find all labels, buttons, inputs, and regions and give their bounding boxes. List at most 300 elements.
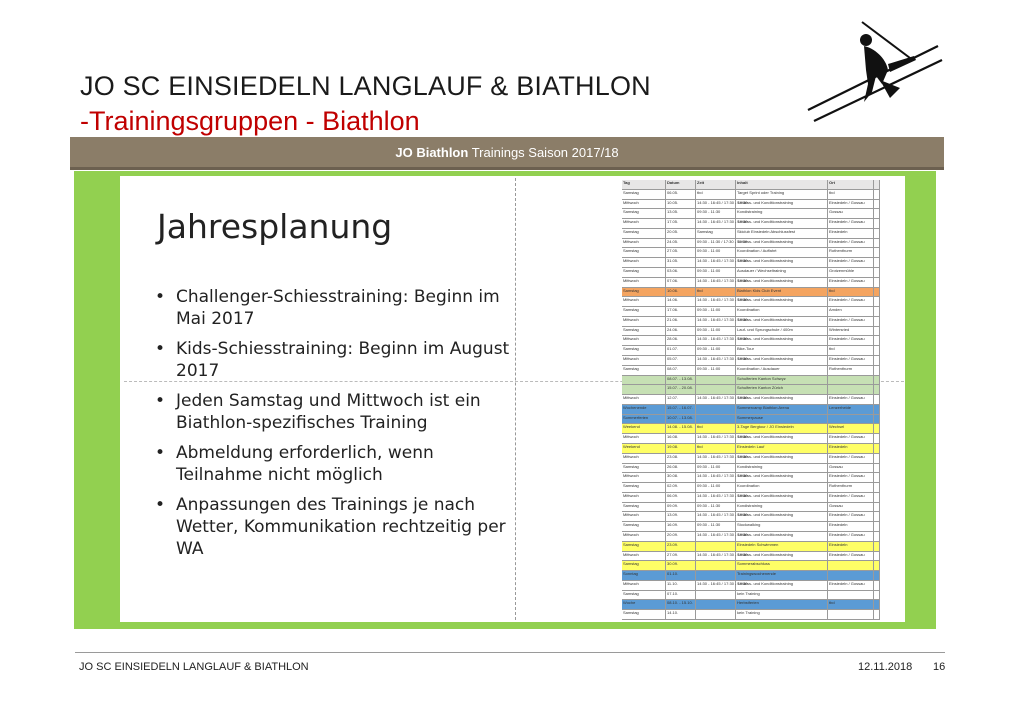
schedule-cell: 30.08. bbox=[666, 473, 696, 482]
schedule-cell: Schiess- und Konditionstraining bbox=[736, 356, 828, 365]
schedule-cell: Schiess- und Konditionstraining bbox=[736, 454, 828, 463]
schedule-cell: 06.05. bbox=[666, 190, 696, 199]
schedule-cell: 17.06. bbox=[666, 307, 696, 316]
schedule-cell: 09:30 - 11:00 bbox=[696, 307, 736, 316]
schedule-row bbox=[622, 366, 880, 376]
schedule-cell: Koordination / Ausdauer bbox=[736, 366, 828, 375]
schedule-cell: 09:30 - 11:00 bbox=[696, 327, 736, 336]
schedule-row bbox=[622, 395, 880, 405]
schedule-cell: Herbstferien bbox=[736, 600, 828, 609]
schedule-row bbox=[622, 532, 880, 542]
schedule-cell: 14:30 - 16:45 / 17:30 - 19:30 bbox=[696, 493, 736, 502]
schedule-cell: Schiess- und Konditionstraining bbox=[736, 239, 828, 248]
schedule-cell: Koordination / Auffahrt bbox=[736, 248, 828, 257]
schedule-cell: Einsiedeln / Gossau bbox=[828, 278, 874, 287]
schedule-cell: 07.10. bbox=[666, 591, 696, 600]
schedule-cell: Skiclub Einsiedeln Abschlussfest bbox=[736, 229, 828, 238]
schedule-cell: Schiess- und Konditionstraining bbox=[736, 278, 828, 287]
footer-date: 12.11.2018 bbox=[858, 661, 913, 673]
schedule-cell bbox=[874, 552, 880, 561]
schedule-cell: 14:30 - 16:45 / 17:30 - 19:30 bbox=[696, 581, 736, 590]
schedule-cell: Sonntag bbox=[622, 571, 666, 580]
schedule-cell: Weekend bbox=[622, 424, 666, 433]
schedule-cell: 20.05. bbox=[666, 229, 696, 238]
schedule-row bbox=[622, 307, 880, 317]
schedule-header-row bbox=[622, 180, 880, 190]
schedule-cell: Bike-Tour bbox=[736, 346, 828, 355]
schedule-cell: 09:30 - 11:00 bbox=[696, 346, 736, 355]
schedule-row bbox=[622, 209, 880, 219]
schedule-cell bbox=[874, 405, 880, 414]
schedule-cell bbox=[874, 464, 880, 473]
schedule-cell: 09:30 - 11:30 bbox=[696, 522, 736, 531]
schedule-cell: Mittwoch bbox=[622, 200, 666, 209]
schedule-cell: 15.07. - 20.08. bbox=[666, 385, 696, 394]
schedule-cell: Einsiedeln / Gossau bbox=[828, 532, 874, 541]
schedule-cell: Schulferien Kanton Zürich bbox=[736, 385, 828, 394]
schedule-cell: tbd bbox=[828, 346, 874, 355]
schedule-cell: Schiess- und Konditionstraining bbox=[736, 532, 828, 541]
schedule-row bbox=[622, 219, 880, 229]
schedule-cell: Samstag bbox=[622, 591, 666, 600]
schedule-cell: Samstag bbox=[622, 288, 666, 297]
schedule-cell: 15.07. - 16.07. bbox=[666, 405, 696, 414]
schedule-cell bbox=[874, 424, 880, 433]
title-banner bbox=[70, 137, 944, 170]
schedule-cell bbox=[874, 522, 880, 531]
schedule-row bbox=[622, 503, 880, 513]
schedule-cell: Samstag bbox=[622, 542, 666, 551]
schedule-cell bbox=[874, 288, 880, 297]
schedule-cell: tbd bbox=[696, 288, 736, 297]
schedule-cell bbox=[874, 278, 880, 287]
schedule-cell bbox=[696, 610, 736, 619]
schedule-cell bbox=[696, 376, 736, 385]
schedule-cell: 14:30 - 16:45 / 17:30 - 19:30 bbox=[696, 278, 736, 287]
schedule-cell: 14:30 - 16:45 / 17:30 - 19:30 bbox=[696, 336, 736, 345]
schedule-cell: Rothenthurm bbox=[828, 483, 874, 492]
schedule-row bbox=[622, 297, 880, 307]
schedule-cell bbox=[874, 385, 880, 394]
schedule-cell: Kondistraining bbox=[736, 503, 828, 512]
schedule-cell: Ausdauer / Wechseltraining bbox=[736, 268, 828, 277]
schedule-row bbox=[622, 552, 880, 562]
schedule-cell: Einsiedeln / Gossau bbox=[828, 434, 874, 443]
schedule-cell: 09:30 - 11:30 bbox=[696, 503, 736, 512]
schedule-cell: Gossau bbox=[828, 209, 874, 218]
schedule-cell: kein Training bbox=[736, 610, 828, 619]
schedule-cell bbox=[874, 600, 880, 609]
schedule-cell: 21.06. bbox=[666, 317, 696, 326]
schedule-row bbox=[622, 591, 880, 601]
schedule-row bbox=[622, 229, 880, 239]
schedule-cell bbox=[874, 473, 880, 482]
schedule-row bbox=[622, 258, 880, 268]
schedule-row bbox=[622, 317, 880, 327]
schedule-cell: Sommerferien bbox=[622, 415, 666, 424]
schedule-cell bbox=[828, 591, 874, 600]
schedule-cell: Rothenthurm bbox=[828, 248, 874, 257]
schedule-cell: Samstag bbox=[696, 229, 736, 238]
schedule-cell: Schiess- und Konditionstraining bbox=[736, 219, 828, 228]
schedule-cell: 01.07. bbox=[666, 346, 696, 355]
schedule-cell: Sommercamp Biathlon Arena bbox=[736, 405, 828, 414]
schedule-cell: 09:30 - 11:00 bbox=[696, 248, 736, 257]
schedule-cell: 13.09. bbox=[666, 512, 696, 521]
schedule-cell: 13.05. bbox=[666, 209, 696, 218]
schedule-cell bbox=[874, 532, 880, 541]
bullet-item: • Kids-Schiesstraining: Beginn im August 2017 bbox=[152, 338, 512, 382]
schedule-cell: Samstag bbox=[622, 268, 666, 277]
schedule-cell: Zeit bbox=[696, 180, 736, 189]
schedule-row bbox=[622, 581, 880, 591]
schedule-row bbox=[622, 561, 880, 571]
schedule-cell bbox=[874, 483, 880, 492]
schedule-cell: Samstag bbox=[622, 346, 666, 355]
schedule-row bbox=[622, 200, 880, 210]
schedule-cell: 19.08. bbox=[666, 444, 696, 453]
schedule-row bbox=[622, 522, 880, 532]
schedule-cell: 14:30 - 16:45 / 17:30 - 19:30 bbox=[696, 258, 736, 267]
schedule-cell: Schiess- und Konditionstraining bbox=[736, 297, 828, 306]
schedule-cell bbox=[696, 591, 736, 600]
schedule-cell: Wechsel bbox=[828, 424, 874, 433]
schedule-cell: 14:30 - 16:45 / 17:30 - 19:30 bbox=[696, 512, 736, 521]
schedule-cell bbox=[874, 239, 880, 248]
schedule-cell: 09.09. bbox=[666, 503, 696, 512]
schedule-cell: 08.10. - 15.10. bbox=[666, 600, 696, 609]
schedule-cell bbox=[874, 493, 880, 502]
schedule-cell: 28.06. bbox=[666, 336, 696, 345]
schedule-row bbox=[622, 190, 880, 200]
schedule-cell bbox=[874, 591, 880, 600]
schedule-cell: Datum bbox=[666, 180, 696, 189]
schedule-cell: 14:30 - 16:45 / 17:30 - 19:30 bbox=[696, 356, 736, 365]
schedule-cell: Ort bbox=[828, 180, 874, 189]
schedule-cell: Koordination bbox=[736, 307, 828, 316]
schedule-cell: 03.06. bbox=[666, 268, 696, 277]
schedule-row bbox=[622, 278, 880, 288]
schedule-cell: Sommerabschluss bbox=[736, 561, 828, 570]
bullet-item: • Anpassungen des Trainings je nach Wetter, Kommunikation rechtzeitig per WA bbox=[152, 494, 512, 560]
banner-text bbox=[70, 137, 944, 168]
schedule-row bbox=[622, 336, 880, 346]
schedule-cell: Schiess- und Konditionstraining bbox=[736, 493, 828, 502]
schedule-row bbox=[622, 248, 880, 258]
schedule-row bbox=[622, 483, 880, 493]
schedule-cell: Gossau bbox=[828, 464, 874, 473]
schedule-cell: Einsiedeln bbox=[828, 444, 874, 453]
schedule-cell: Einsiedeln Schwimmen bbox=[736, 542, 828, 551]
schedule-cell: Einsiedeln / Gossau bbox=[828, 395, 874, 404]
schedule-cell: Samstag bbox=[622, 248, 666, 257]
schedule-cell: kein Training bbox=[736, 591, 828, 600]
schedule-row bbox=[622, 454, 880, 464]
biathlete-logo bbox=[806, 18, 946, 136]
schedule-cell: Einsiedeln / Gossau bbox=[828, 258, 874, 267]
schedule-cell: 08.07. bbox=[666, 366, 696, 375]
schedule-cell: Mittwoch bbox=[622, 473, 666, 482]
schedule-cell: Samstag bbox=[622, 366, 666, 375]
schedule-cell: Einsiedeln Lauf bbox=[736, 444, 828, 453]
schedule-cell bbox=[874, 561, 880, 570]
schedule-row bbox=[622, 415, 880, 425]
schedule-cell: Einsiedeln / Gossau bbox=[828, 200, 874, 209]
schedule-cell: Kondistraining bbox=[736, 209, 828, 218]
schedule-row bbox=[622, 542, 880, 552]
schedule-row bbox=[622, 385, 880, 395]
schedule-cell: Trainingswochenende bbox=[736, 571, 828, 580]
schedule-cell bbox=[696, 385, 736, 394]
schedule-cell: tbd bbox=[696, 190, 736, 199]
schedule-row bbox=[622, 239, 880, 249]
page-title: JO SC EINSIEDELN LANGLAUF & BIATHLON bbox=[80, 71, 651, 101]
schedule-cell bbox=[874, 444, 880, 453]
schedule-cell: 27.05. bbox=[666, 248, 696, 257]
schedule-row bbox=[622, 473, 880, 483]
schedule-cell: 14.08. - 15.08. bbox=[666, 424, 696, 433]
schedule-row bbox=[622, 434, 880, 444]
schedule-cell: Samstag bbox=[622, 610, 666, 619]
schedule-cell bbox=[874, 209, 880, 218]
schedule-cell: tbd bbox=[828, 190, 874, 199]
schedule-cell bbox=[696, 571, 736, 580]
schedule-cell bbox=[874, 180, 880, 189]
schedule-cell: Grotzenmühle bbox=[828, 268, 874, 277]
schedule-cell: Mittwoch bbox=[622, 336, 666, 345]
schedule-cell: Samstag bbox=[622, 561, 666, 570]
schedule-cell: Einsiedeln / Gossau bbox=[828, 356, 874, 365]
schedule-cell: 16.09. bbox=[666, 522, 696, 531]
schedule-cell: Target Sprint oder Training bbox=[736, 190, 828, 199]
schedule-cell: tbd bbox=[696, 424, 736, 433]
schedule-cell bbox=[874, 503, 880, 512]
slide-heading: Jahresplanung bbox=[157, 207, 393, 246]
schedule-cell: 14:30 - 16:45 / 17:30 - 19:30 bbox=[696, 454, 736, 463]
schedule-cell: Schiess- und Konditionstraining bbox=[736, 473, 828, 482]
bullet-item: • Abmeldung erforderlich, wenn Teilnahme nicht möglich bbox=[152, 442, 512, 486]
schedule-row bbox=[622, 376, 880, 386]
schedule-cell: 14:30 - 16:45 / 17:30 - 19:30 bbox=[696, 219, 736, 228]
schedule-cell: Einsiedeln / Gossau bbox=[828, 581, 874, 590]
schedule-cell: 10.07. - 13.08. bbox=[666, 415, 696, 424]
schedule-row bbox=[622, 288, 880, 298]
schedule-cell bbox=[874, 610, 880, 619]
schedule-cell bbox=[874, 512, 880, 521]
schedule-cell: 14:30 - 16:45 / 17:30 - 19:30 bbox=[696, 532, 736, 541]
schedule-cell bbox=[696, 415, 736, 424]
schedule-cell: Mittwoch bbox=[622, 493, 666, 502]
schedule-cell: 10.05. bbox=[666, 200, 696, 209]
schedule-cell bbox=[828, 610, 874, 619]
schedule-cell: 24.06. bbox=[666, 327, 696, 336]
schedule-cell bbox=[828, 561, 874, 570]
schedule-cell: Stockwalking bbox=[736, 522, 828, 531]
schedule-cell: 09:30 - 11:00 bbox=[696, 366, 736, 375]
schedule-cell: 09:30 - 11:00 bbox=[696, 268, 736, 277]
schedule-cell: 05.07. bbox=[666, 356, 696, 365]
schedule-cell: Samstag bbox=[622, 307, 666, 316]
schedule-cell: 20.09. bbox=[666, 532, 696, 541]
schedule-cell: 16.08. bbox=[666, 434, 696, 443]
schedule-cell bbox=[874, 229, 880, 238]
schedule-row bbox=[622, 444, 880, 454]
schedule-cell: 06.09. bbox=[666, 493, 696, 502]
schedule-cell: 14:30 - 16:45 / 17:30 - 19:30 bbox=[696, 473, 736, 482]
schedule-cell bbox=[828, 571, 874, 580]
schedule-cell bbox=[874, 190, 880, 199]
schedule-cell: 14:30 - 16:45 / 17:30 - 19:30 bbox=[696, 317, 736, 326]
schedule-cell: Mittwoch bbox=[622, 395, 666, 404]
schedule-cell: 17.05. bbox=[666, 219, 696, 228]
bullet-item: • Challenger-Schiesstraining: Beginn im Mai 2017 bbox=[152, 286, 512, 330]
schedule-cell bbox=[874, 327, 880, 336]
schedule-cell: Mittwoch bbox=[622, 454, 666, 463]
schedule-cell: Schiess- und Konditionstraining bbox=[736, 317, 828, 326]
schedule-cell bbox=[874, 415, 880, 424]
schedule-cell: Schulferien Kanton Schwyz bbox=[736, 376, 828, 385]
schedule-cell bbox=[874, 356, 880, 365]
schedule-cell: Schiess- und Konditionstraining bbox=[736, 552, 828, 561]
schedule-cell: tbd bbox=[828, 288, 874, 297]
schedule-cell bbox=[874, 219, 880, 228]
schedule-cell: Einsiedeln / Gossau bbox=[828, 454, 874, 463]
schedule-cell bbox=[696, 600, 736, 609]
schedule-cell: 08.07. - 13.08. bbox=[666, 376, 696, 385]
schedule-cell: Mittwoch bbox=[622, 258, 666, 267]
bullet-list bbox=[152, 286, 512, 560]
schedule-cell: Samstag bbox=[622, 503, 666, 512]
schedule-cell: Einsiedeln / Gossau bbox=[828, 473, 874, 482]
schedule-cell: Biathlon Kids Club Event bbox=[736, 288, 828, 297]
page-subtitle: -Trainingsgruppen - Biathlon bbox=[80, 106, 420, 136]
schedule-cell: tbd bbox=[696, 444, 736, 453]
schedule-cell bbox=[874, 297, 880, 306]
schedule-cell: Schiess- und Konditionstraining bbox=[736, 336, 828, 345]
schedule-cell: Koordination bbox=[736, 483, 828, 492]
schedule-cell: Einsiedeln / Gossau bbox=[828, 336, 874, 345]
schedule-row bbox=[622, 600, 880, 610]
banner-bold: JO Biathlon bbox=[395, 145, 469, 160]
schedule-cell: Einsiedeln bbox=[828, 522, 874, 531]
schedule-cell: Weekend bbox=[622, 444, 666, 453]
schedule-cell: 09:30 - 11:00 bbox=[696, 483, 736, 492]
schedule-cell: Samstag bbox=[622, 190, 666, 199]
schedule-cell: 23.09. bbox=[666, 542, 696, 551]
schedule-cell: Mittwoch bbox=[622, 278, 666, 287]
footer-organization: JO SC EINSIEDELN LANGLAUF & BIATHLON bbox=[79, 661, 309, 673]
schedule-cell: Einsiedeln / Gossau bbox=[828, 239, 874, 248]
schedule-cell bbox=[874, 376, 880, 385]
schedule-cell: Mittwoch bbox=[622, 552, 666, 561]
schedule-cell: 31.05. bbox=[666, 258, 696, 267]
schedule-cell bbox=[622, 385, 666, 394]
schedule-row bbox=[622, 346, 880, 356]
schedule-cell bbox=[874, 200, 880, 209]
schedule-cell: Mittwoch bbox=[622, 317, 666, 326]
schedule-cell bbox=[874, 336, 880, 345]
schedule-cell: Mittwoch bbox=[622, 297, 666, 306]
schedule-cell: 26.08. bbox=[666, 464, 696, 473]
page-number: 16 bbox=[933, 661, 946, 673]
schedule-cell: Mittwoch bbox=[622, 512, 666, 521]
schedule-cell bbox=[696, 561, 736, 570]
schedule-cell bbox=[874, 571, 880, 580]
schedule-cell: Lenzerheide bbox=[828, 405, 874, 414]
schedule-cell: Rothenthurm bbox=[828, 366, 874, 375]
schedule-cell bbox=[874, 258, 880, 267]
schedule-cell: Gossau bbox=[828, 503, 874, 512]
schedule-cell bbox=[622, 376, 666, 385]
schedule-cell: Wochenende bbox=[622, 405, 666, 414]
schedule-cell: 14.10. bbox=[666, 610, 696, 619]
schedule-cell bbox=[874, 542, 880, 551]
schedule-cell bbox=[874, 346, 880, 355]
schedule-cell: Schiess- und Konditionstraining bbox=[736, 434, 828, 443]
schedule-row bbox=[622, 405, 880, 415]
schedule-cell: 09:30 - 11:00 bbox=[696, 464, 736, 473]
schedule-row bbox=[622, 512, 880, 522]
schedule-cell: Amden bbox=[828, 307, 874, 316]
schedule-cell: 09:30 - 11:30 bbox=[696, 209, 736, 218]
schedule-cell: Einsiedeln / Gossau bbox=[828, 552, 874, 561]
schedule-row bbox=[622, 327, 880, 337]
schedule-cell: 10.06. bbox=[666, 288, 696, 297]
schedule-cell: 14:30 - 16:45 / 17:30 - 19:30 bbox=[696, 434, 736, 443]
schedule-cell: Mittwoch bbox=[622, 434, 666, 443]
schedule-cell bbox=[874, 581, 880, 590]
schedule-cell: Mittwoch bbox=[622, 239, 666, 248]
schedule-cell: Inhalt bbox=[736, 180, 828, 189]
schedule-cell: Einsiedeln / Gossau bbox=[828, 317, 874, 326]
schedule-cell: Samstag bbox=[622, 327, 666, 336]
schedule-cell: Einsiedeln bbox=[828, 229, 874, 238]
schedule-cell: 14.06. bbox=[666, 297, 696, 306]
schedule-row bbox=[622, 424, 880, 434]
schedule-cell: Lauf- und Sprungschule / 400m bbox=[736, 327, 828, 336]
schedule-cell: Mittwoch bbox=[622, 581, 666, 590]
schedule-cell: Schiess- und Konditionstraining bbox=[736, 258, 828, 267]
schedule-cell bbox=[874, 268, 880, 277]
schedule-table bbox=[622, 180, 880, 620]
schedule-cell bbox=[874, 454, 880, 463]
schedule-cell: tbd bbox=[828, 600, 874, 609]
schedule-cell: Samstag bbox=[622, 464, 666, 473]
schedule-cell: Tag bbox=[622, 180, 666, 189]
schedule-row bbox=[622, 571, 880, 581]
schedule-cell: Schiess- und Konditionstraining bbox=[736, 200, 828, 209]
schedule-cell bbox=[874, 317, 880, 326]
schedule-cell: Einsiedeln / Gossau bbox=[828, 493, 874, 502]
schedule-cell: Samstag bbox=[622, 522, 666, 531]
schedule-cell: Einsiedeln / Gossau bbox=[828, 512, 874, 521]
schedule-cell: 09:30 - 11:30 / 17:30 - 19:30 bbox=[696, 239, 736, 248]
schedule-cell: 30.09. bbox=[666, 561, 696, 570]
footer-divider bbox=[75, 652, 945, 653]
schedule-row bbox=[622, 356, 880, 366]
schedule-cell: 14:30 - 16:45 / 17:30 - 19:30 bbox=[696, 297, 736, 306]
schedule-cell bbox=[696, 542, 736, 551]
schedule-cell: 14:30 - 16:45 / 17:30 - 19:30 bbox=[696, 552, 736, 561]
schedule-cell: 14:30 - 16:45 / 17:30 - 19:30 bbox=[696, 200, 736, 209]
schedule-cell: Mittwoch bbox=[622, 356, 666, 365]
schedule-cell: Einsiedeln / Gossau bbox=[828, 219, 874, 228]
bullet-item: • Jeden Samstag und Mittwoch ist ein Biathlon-spezifisches Training bbox=[152, 390, 512, 434]
schedule-cell: Samstag bbox=[622, 483, 666, 492]
schedule-row bbox=[622, 610, 880, 620]
vertical-divider bbox=[515, 178, 516, 620]
schedule-cell: 14:30 - 16:45 / 17:30 - 19:30 bbox=[696, 395, 736, 404]
